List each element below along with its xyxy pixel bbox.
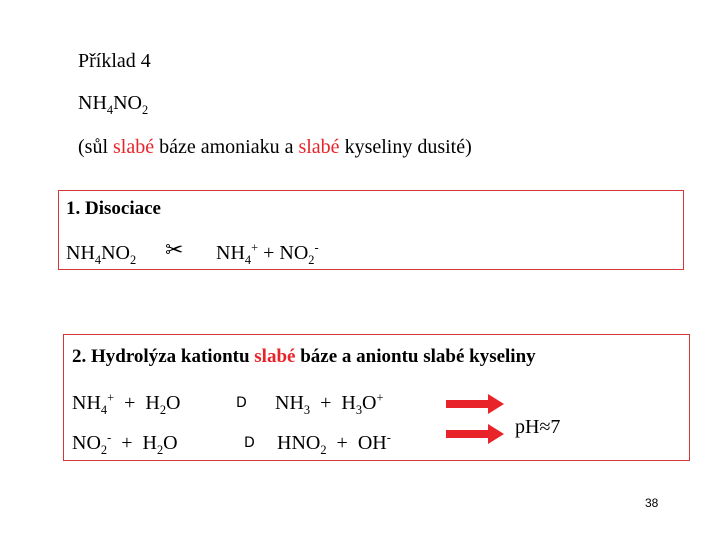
scissors-icon: ✂ xyxy=(165,238,184,263)
dissociation-heading: 1. Disociace xyxy=(66,198,161,219)
dissociation-products: $NH_4^+ + NO_2^-$ xyxy=(216,240,319,267)
ph-result: pH≈7 xyxy=(515,416,561,438)
formula-line: $NH_4NO_2$ xyxy=(78,92,149,117)
dissociation-equation: $NH_4NO_2$ xyxy=(66,242,137,267)
page-number: 38 xyxy=(645,496,659,510)
equilibrium-icon: D xyxy=(244,435,255,451)
equilibrium-icon: D xyxy=(236,395,247,411)
hydrolysis-heading: 2. Hydrolýza kationtu slabé báze a aniontu slabé kyseliny xyxy=(72,346,536,367)
arrow-right-icon xyxy=(446,424,506,444)
arrow-right-icon xyxy=(446,394,506,414)
description-line: (sůl slabé báze amoniaku a slabé kyseliny dusité) xyxy=(78,136,472,158)
hydrolysis-row2-rhs: $HNO_2 + OH^-$ xyxy=(277,430,391,457)
slide-title: Příklad 4 xyxy=(78,50,151,72)
hydrolysis-row1-rhs: $NH_3 + H_3O^+$ xyxy=(275,390,384,417)
hydrolysis-row1-lhs: $NH_4^+ + H_2O$ xyxy=(72,390,181,417)
hydrolysis-row2-lhs: $NO_2^- + H_2O$ xyxy=(72,430,178,457)
